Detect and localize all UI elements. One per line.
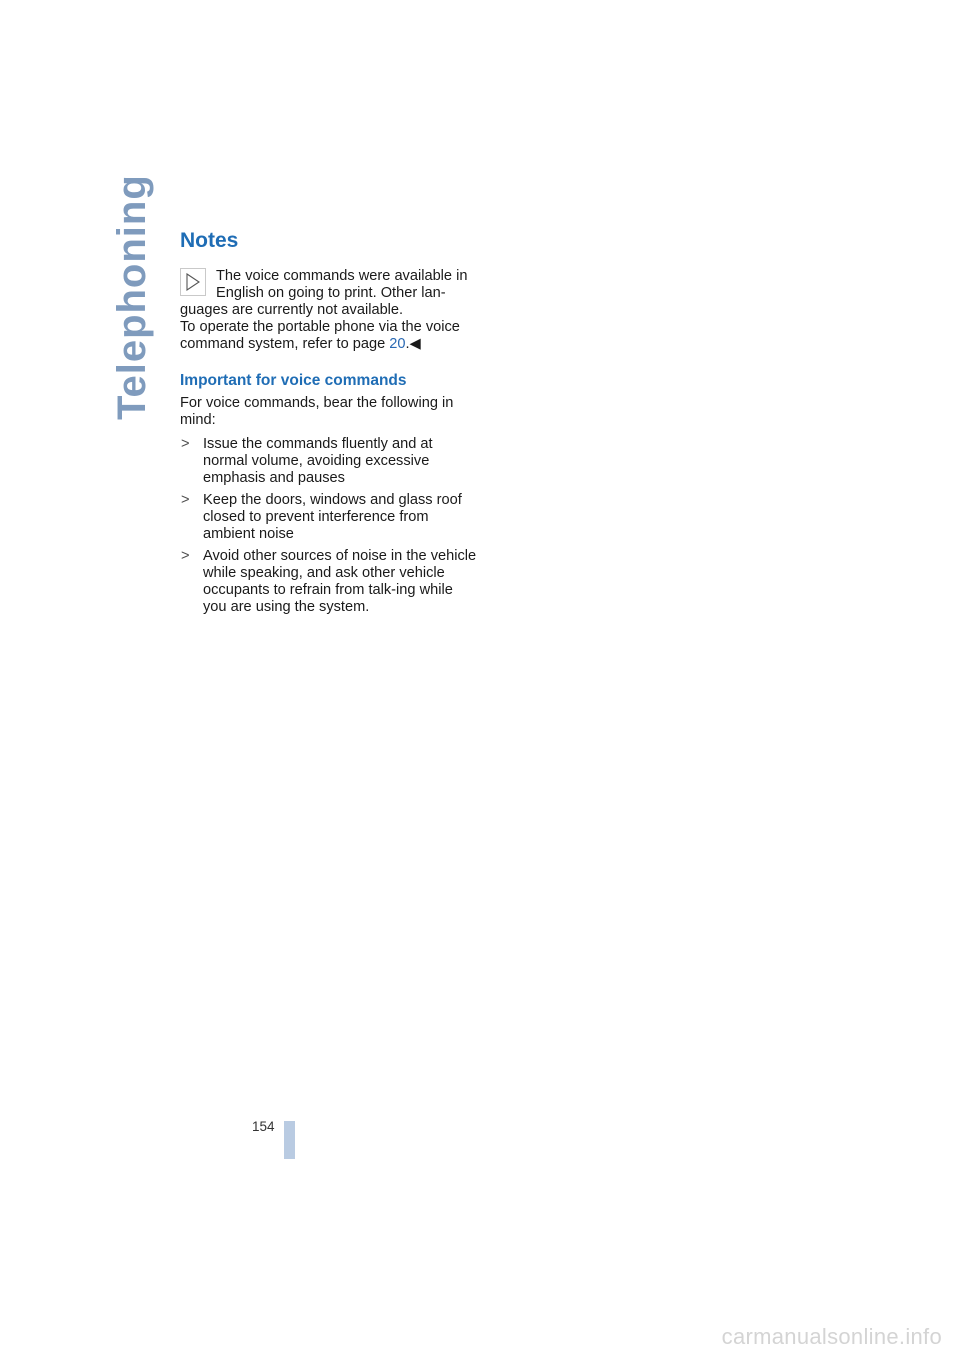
end-mark: .◀ [405,336,421,352]
voice-command-tips-list [180,436,480,616]
bullet-marker: > [181,492,190,508]
note-triangle-icon [180,268,206,296]
list-item [180,492,480,543]
important-heading: Important for voice commands [180,372,407,389]
page-content [180,226,480,621]
note-paragraph-2-text: To operate the portable phone via the voice command system, refer to page [180,319,460,352]
bullet-marker: > [181,436,190,452]
page-number: 154 [252,1119,275,1134]
note-paragraph-1: The voice commands were available in English on going to print. Other lan-guages are currently not available. [180,268,468,318]
important-intro: For voice commands, bear the following in mind: [180,395,454,428]
footer-bar [284,1121,295,1159]
note-block [180,268,480,353]
list-item-text: Avoid other sources of noise in the vehicle while speaking, and ask other vehicle occupants to refrain from talk-ing while you are using the system. [203,548,477,615]
list-item-text: Keep the doors, windows and glass roof closed to prevent interference from ambient noise [203,492,462,542]
page-reference-link[interactable]: 20 [389,336,406,352]
watermark: carmanualsonline.info [721,1324,942,1349]
list-item [180,436,480,487]
list-item [180,548,480,616]
notes-heading: Notes [180,229,239,252]
section-side-title: Telephoning [110,174,154,420]
bullet-marker: > [181,548,190,564]
note-paragraph-2 [180,319,480,353]
list-item-text: Issue the commands fluently and at normal volume, avoiding excessive emphasis and pauses [203,436,433,486]
